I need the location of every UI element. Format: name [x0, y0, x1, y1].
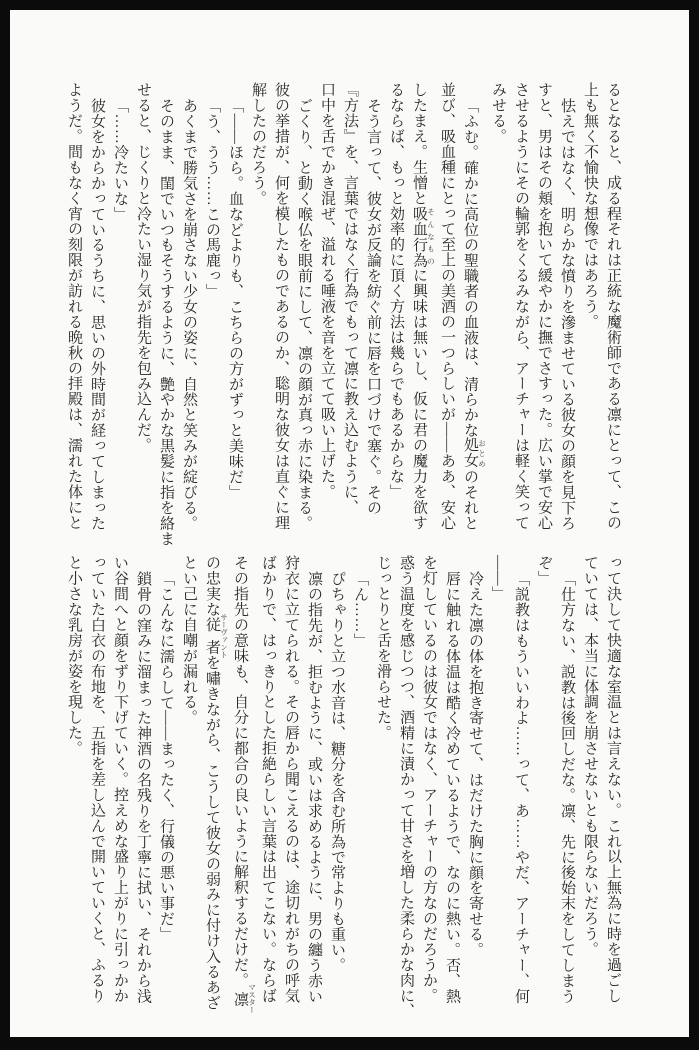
text-column: そう言って、彼女が反論を紡ぐ前に唇を口づけで塞ぐ。その [365, 97, 381, 515]
text-column: 彼の挙措が、何を模したものであるのか、聡明な彼女は直ぐに理 [273, 82, 289, 531]
text-block-upper [62, 82, 624, 546]
text-column: るならば、もっと効率的に頂く方法は幾らでもあるからな」 [388, 82, 404, 500]
text-column: っていた白衣の布地を、五指を差し込んで開いていくと、ふるり [89, 555, 105, 1004]
text-column: 冷えた凛の体を抱き寄せて、はだけた胸に顔を寄せる。 [467, 570, 483, 957]
text-column: 口中を舌でかき混ぜ、溢れる唾液を音を立てて吸い上げた。 [319, 82, 335, 500]
text-column: 惑う温度を感じつつ、酒精に漬かって甘さを増した柔らかな肉に、 [398, 555, 414, 1019]
text-column: ――」 [490, 555, 506, 602]
text-column: 「……冷たいな」 [112, 97, 128, 222]
text-column: の忠実な従者 サーヴァントを嘯きながら、こうして彼女の弱みに付け入るあざ [204, 555, 229, 1011]
text-column: ごくり、と動く喉仏を眼前にして、凛の顔が真っ赤に染まる。 [296, 97, 312, 531]
text-column: 「説教はもういいわよ……って、あ……やだ、アーチャー、何 [513, 570, 529, 1004]
text-column: って決して快適な室温とは言えない。これ以上無為に時を過ごし [605, 555, 621, 1004]
text-column: その指先の意味も、自分に都合の良いように解釈するだけだ。凛 マスター [232, 555, 257, 1014]
text-column: させるようにその輪郭をくるみながら、アーチャーは軽く笑って [513, 82, 529, 531]
text-column: 「う、うう……この馬鹿っ」 [204, 97, 220, 299]
text-column: ていては、本当に体調を崩させないとも限らないだろう。 [582, 555, 598, 957]
text-column: したまえ。生憎と吸血行為 そんなものに興味は無いし、仮に君の魔力を欲す [411, 82, 436, 531]
text-column: 並び、吸血種にとって至上の美酒の一つらしいが――ああ、安心 [439, 82, 455, 531]
text-column: 唇に触れる体温は酷く冷めているようで、なのに熱い。否、熱 [444, 570, 460, 1004]
text-column: そのまま、閨でいつもそうするように、艶やかな黒髪に指を絡ま [158, 97, 174, 546]
text-column: 怯えではなく、明らかな憤りを滲ませている彼女の顔を見下ろ [559, 97, 575, 531]
text-block-lower [62, 555, 624, 1019]
text-column: 『方法』を、言葉ではなく行為でもって凛に教え込むように、 [342, 82, 358, 515]
text-column: 上も無く不愉快な想像ではあろう。 [582, 82, 598, 330]
text-column: 狩衣に立てられる。その唇から聞こえるのは、途切れがちの呼気 [283, 555, 299, 1004]
text-column: すと、男はその頬を抱いて緩やかに撫でさすった。広い掌で安心 [536, 82, 552, 531]
text-column: みせる。 [490, 82, 506, 144]
paper [10, 10, 689, 1037]
text-column: ようだ。間もなく宵の刻限が訪れる晩秋の拝殿は、濡れた体にと [66, 82, 82, 531]
text-column: い谷間へと顔をずり下げていく。控えめな盛り上がりに引っかか [112, 555, 128, 1004]
text-column: あくまで勝気さを崩さない少女の姿に、自然と笑みが綻びる。 [181, 97, 197, 531]
text-column: じっとりと舌を滑らせた。 [375, 555, 391, 741]
text-column: と小さな乳房が姿を現した。 [66, 555, 82, 756]
text-column: ぞ」 [536, 555, 552, 586]
text-column: 「ん……」 [352, 570, 368, 648]
text-column: 彼女をからかっているうちに、思いの外時間が経ってしまった [89, 97, 105, 531]
text-column: 解したのだろう。 [250, 82, 266, 206]
text-column: 「こんなに濡らして――まったく、行儀の悪い事だ」 [158, 570, 174, 942]
text-column: ぴちゃりと立つ水音は、糖分を含む所為で常よりも重い。 [329, 570, 345, 973]
text-column: とい己に自嘲が漏れる。 [181, 555, 197, 725]
text-column: 「――ほら。血などよりも、こちらの方がずっと美味だ」 [227, 97, 243, 500]
text-column: ばかりで、はっきりとした拒絶らしい言葉は出てこない。ならば [260, 555, 276, 1004]
text-column: せると、じくりと冷たい湿り気が指先を包み込んだ。 [135, 82, 151, 453]
text-column: 鎖骨の窪みに溜まった神酒の名残りを丁寧に拭い、それから浅 [135, 570, 151, 1004]
text-column: 「ふむ。確かに高位の聖職者の血液は、清らかな処女 おとめのそれと [462, 97, 487, 531]
text-column: るとなると、成る程それは正統な魔術師である凛にとって、この [605, 82, 621, 531]
text-column: 「仕方ない、説教は後回しだな。凛、先に後始末をしてしまう [559, 570, 575, 1004]
text-column: を灯しているのは彼女ではなく、アーチャーの方なのだろうか。 [421, 555, 437, 1004]
text-column: 凛の指先が、拒むように、或いは求めるように、男の纏う赤い [306, 570, 322, 1004]
